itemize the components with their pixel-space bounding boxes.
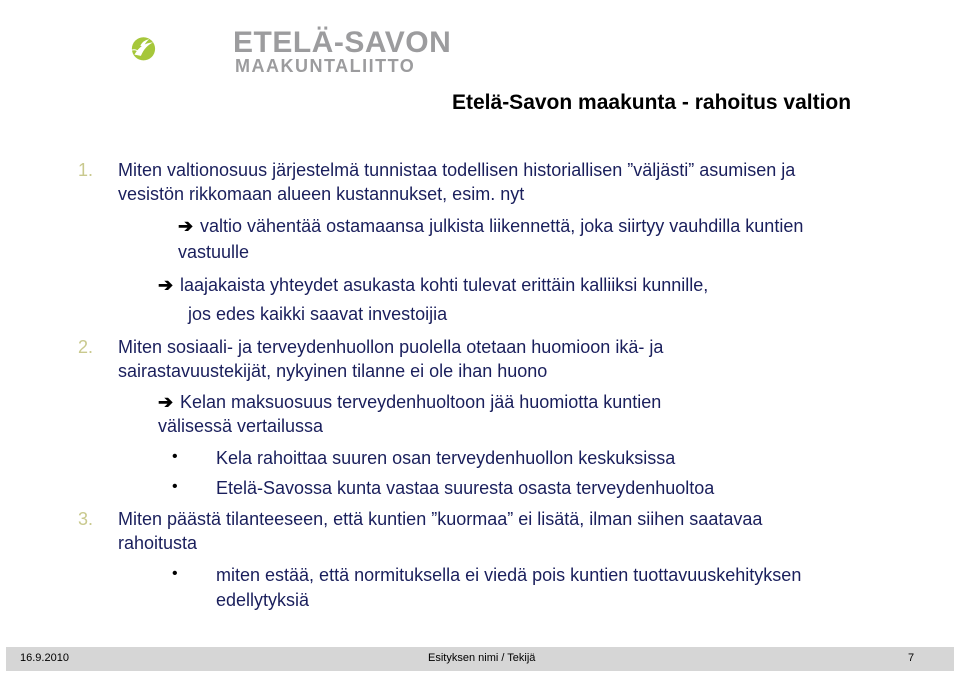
bullet-icon: • [172, 478, 178, 495]
bullet-icon: • [172, 565, 178, 582]
sub-item-text: jos edes kaikki saavat investoijia [188, 304, 448, 324]
item-text: sairastavuustekijät, nykyinen tilanne ei ole ihan huono [118, 361, 548, 381]
footer-presenter: Esityksen nimi / Tekijä [428, 652, 536, 664]
item-text: rahoitusta [118, 533, 198, 553]
page-title: Etelä-Savon maakunta - rahoitus valtion [452, 91, 852, 114]
sub-item: ➔ laajakaista yhteydet asukasta kohti tulevat erittäin kalliiksi kunnille, [158, 275, 709, 295]
item-number: 2. [78, 337, 94, 357]
bullet-text: miten estää, että normituksella ei viedä pois kuntien tuottavuuskehityksen [216, 565, 802, 585]
arrow-right-icon: ➔ [158, 392, 174, 412]
sub-item-text: vastuulle [178, 242, 250, 262]
logo-subtext: MAAKUNTALIITTO [235, 56, 416, 76]
sub-item: ➔ valtio vähentää ostamaansa julkista liikennettä, joka siirtyy vauhdilla kuntien [178, 216, 804, 236]
item-text: Miten sosiaali- ja terveydenhuollon puolella otetaan huomioon ikä- ja [118, 337, 664, 357]
footer-bar [6, 646, 954, 671]
bullet-text: Etelä-Savossa kunta vastaa suuresta osasta terveydenhuoltoa [216, 478, 715, 498]
sub-item: ➔ Kelan maksuosuus terveydenhuoltoon jää huomiotta kuntien [158, 392, 662, 412]
item-number: 3. [78, 509, 94, 529]
bullet-icon: • [172, 448, 178, 465]
item-text: Miten valtionosuus järjestelmä tunnistaa todellisen historiallisen ”väljästi” asumisen ja [118, 160, 796, 180]
logo-text: ETELÄ-SAVON [233, 26, 452, 59]
arrow-right-icon: ➔ [178, 216, 194, 236]
item-text: vesistön rikkomaan alueen kustannukset, esim. nyt [118, 184, 525, 204]
footer-page-number: 7 [908, 652, 915, 664]
sub-item-text: välisessä vertailussa [158, 416, 324, 436]
bullet-text: Kela rahoittaa suuren osan terveydenhuollon keskuksissa [216, 448, 676, 468]
logo-mark-icon [128, 8, 228, 88]
bullet-text: edellytyksiä [216, 590, 310, 610]
item-number: 1. [78, 160, 94, 180]
item-text: Miten päästä tilanteeseen, että kuntien ”kuormaa” ei lisätä, ilman siihen saatavaa [118, 509, 763, 529]
arrow-right-icon: ➔ [158, 275, 174, 295]
footer-date: 16.9.2010 [20, 652, 69, 664]
